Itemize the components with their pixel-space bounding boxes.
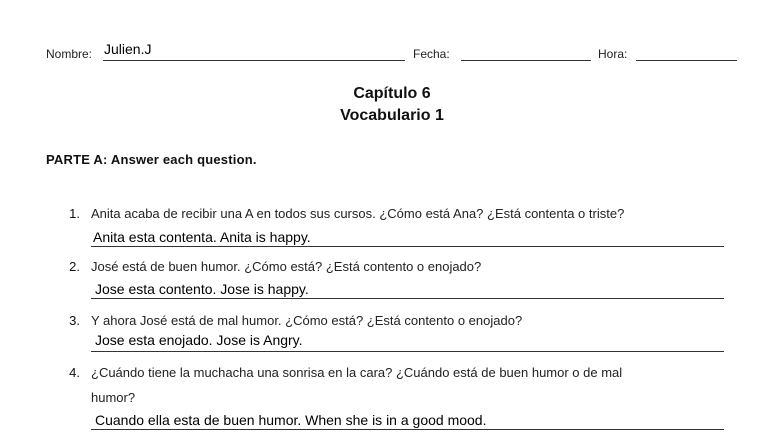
question-text: Anita acaba de recibir una A en todos sus cursos. ¿Cómo está Ana? ¿Está contenta o triste? xyxy=(91,206,625,221)
part-a-heading: PARTE A: Answer each question. xyxy=(46,152,257,167)
date-field[interactable] xyxy=(461,60,591,61)
answer-line xyxy=(91,246,724,247)
time-label: Hora: xyxy=(598,47,628,61)
answer-text[interactable]: Jose esta contento. Jose is happy. xyxy=(95,281,309,297)
time-field[interactable] xyxy=(636,60,737,61)
answer-line xyxy=(91,429,724,430)
date-label: Fecha: xyxy=(413,47,450,61)
question-text-continued: humor? xyxy=(91,390,136,405)
answer-line xyxy=(91,298,724,299)
question-number: 4. xyxy=(69,365,80,380)
answer-line xyxy=(91,351,724,352)
chapter-title: Capítulo 6 xyxy=(353,85,431,102)
question-number: 3. xyxy=(69,313,80,328)
answer-text[interactable]: Cuando ella esta de buen humor. When she is in a good mood. xyxy=(95,412,487,428)
name-value[interactable]: Julien.J xyxy=(104,41,152,57)
answer-text[interactable]: Anita esta contenta. Anita is happy. xyxy=(93,229,311,245)
question-text: Y ahora José está de mal humor. ¿Cómo está? ¿Está contento o enojado? xyxy=(91,313,523,328)
question-text: José está de buen humor. ¿Cómo está? ¿Está contento o enojado? xyxy=(91,259,482,274)
question-number: 2. xyxy=(69,259,80,274)
name-underline xyxy=(103,60,405,61)
vocabulary-title: Vocabulario 1 xyxy=(340,107,444,124)
question-number: 1. xyxy=(69,206,80,221)
answer-text[interactable]: Jose esta enojado. Jose is Angry. xyxy=(95,332,303,348)
question-text: ¿Cuándo tiene la muchacha una sonrisa en la cara? ¿Cuándo está de buen humor o de mal xyxy=(91,365,623,380)
name-label: Nombre: xyxy=(46,47,93,61)
